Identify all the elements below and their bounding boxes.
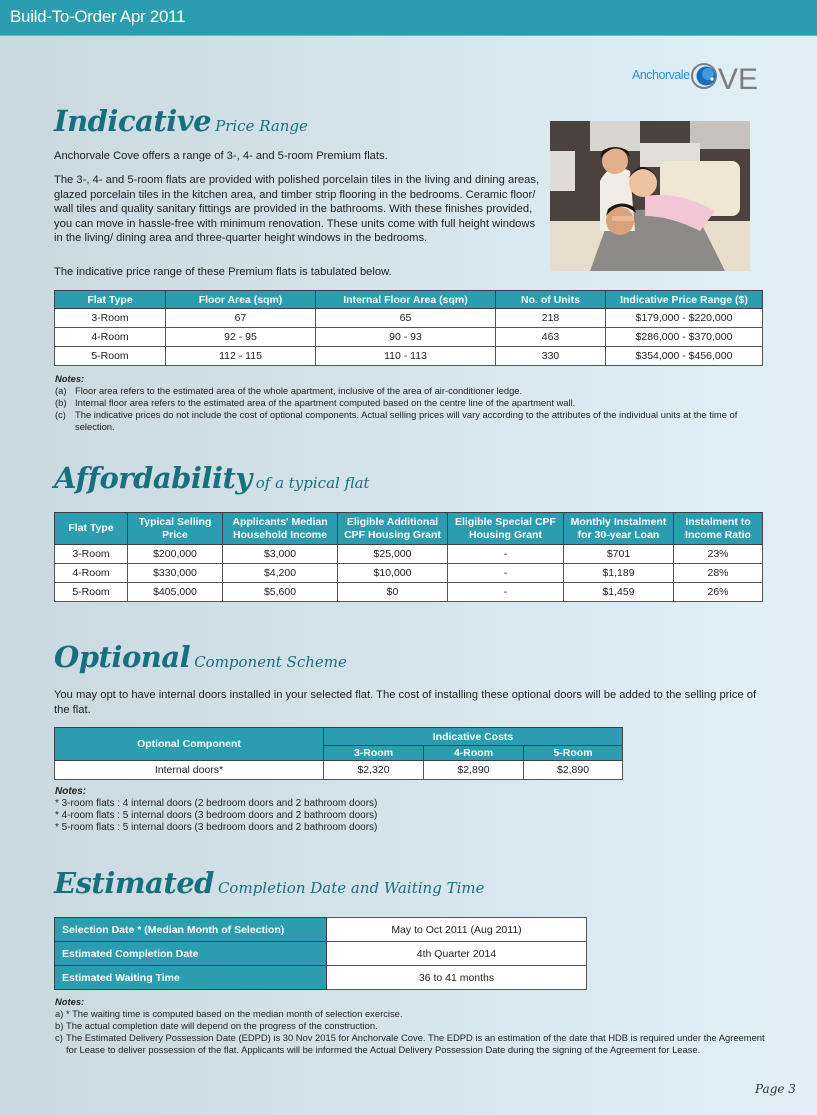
col-header: Applicants' Median Household Income [223,513,338,545]
note-label: c) [55,1032,63,1043]
optional-component-table [54,727,623,780]
family-photo [550,121,750,271]
cell: $1,459 [564,583,674,602]
cell: 4th Quarter 2014 [327,942,587,966]
finishes-paragraph: The 3-, 4- and 5-room flats are provided with polished porcelain tiles in the living and dining areas, glazed porcelain tiles in the kitchen area, and timber strip flooring in the bedrooms. Ceramic floor/ wall tiles and quality sanitary fittings are provided in the bathrooms. With these finishes provided, you can move in hassle-free with minimum renovation. These units come with full height windows in the living/ dining area and three-quarter height windows in the bedrooms. [54,174,540,245]
row-header: Estimated Waiting Time [55,966,327,990]
note-label: b) [55,1020,64,1031]
cell: 3-Room [55,545,128,564]
section-title-optional-component [54,640,347,674]
logo-text-anchorvale: Anchorvale [632,68,690,82]
cell: - [448,564,564,583]
note-item [55,409,767,433]
cell: $2,320 [324,761,424,780]
cell: 463 [496,328,606,347]
table-row [55,918,587,942]
cell: 90 - 93 [316,328,496,347]
note-item [55,1008,767,1020]
col-header: 3-Room [324,746,424,761]
note-item [55,1032,767,1056]
cell: - [448,583,564,602]
section-title-small: Component Scheme [194,653,347,671]
family-photo-illustration [550,121,750,271]
cell: 5-Room [55,583,128,602]
table-row [55,347,763,366]
intro-paragraph: Anchorvale Cove offers a range of 3-, 4- and 5-room Premium flats. [54,150,388,162]
col-header: Eligible Special CPF Housing Grant [448,513,564,545]
optional-component-notes [55,786,655,834]
col-header-costs: Indicative Costs [324,728,623,746]
col-header: Flat Type [55,291,166,309]
note-text: Internal floor area refers to the estimated area of the apartment computed based on the centre line of the apartment wall. [75,397,576,408]
document-title: Build-To-Order Apr 2011 [10,7,186,26]
col-header: Floor Area (sqm) [166,291,316,309]
cell: $3,000 [223,545,338,564]
cell: $179,000 - $220,000 [606,309,763,328]
cell: 65 [316,309,496,328]
cell: 67 [166,309,316,328]
cell: 330 [496,347,606,366]
cell: $25,000 [338,545,448,564]
note-label: a) [55,1008,64,1019]
section-title-affordability [54,461,370,495]
col-header: No. of Units [496,291,606,309]
table-row [55,309,763,328]
table-row [55,583,763,602]
note-text: The Estimated Delivery Possession Date (EDPD) is 30 Nov 2015 for Anchorvale Cove. The EDPD is an estimation of the date that HDB is required under the Agreement for Lease to deliver possession of the flat. Applicants will be informed the Actual Delivery Possession Date during the signing of the Agreement for Lease. [66,1032,765,1055]
col-header: Indicative Price Range ($) [606,291,763,309]
note-label: (b) [55,397,67,408]
note-item: * 3-room flats : 4 internal doors (2 bedroom doors and 2 bathroom doors) [55,798,378,809]
affordability-table [54,512,763,602]
section-title-small: of a typical flat [255,474,370,492]
cell: $405,000 [128,583,223,602]
section-title-small: Completion Date and Waiting Time [217,879,485,897]
col-header: Instalment to Income Ratio [674,513,763,545]
cell: 110 - 113 [316,347,496,366]
cell: $286,000 - $370,000 [606,328,763,347]
cell: May to Oct 2011 (Aug 2011) [327,918,587,942]
note-text: * The waiting time is computed based on the median month of selection exercise. [66,1008,403,1019]
cell: 36 to 41 months [327,966,587,990]
col-header: Monthly Instalment for 30-year Loan [564,513,674,545]
cell: 26% [674,583,763,602]
cell: 218 [496,309,606,328]
table-header-row [55,728,623,746]
col-header: Flat Type [55,513,128,545]
section-title-big: Indicative [54,104,212,138]
cell: $1,189 [564,564,674,583]
cell: 112 - 115 [166,347,316,366]
table-header-row [55,291,763,309]
completion-notes [55,996,767,1056]
section-title-big: Optional [54,640,191,674]
notes-heading: Notes: [55,373,85,384]
header-bar [0,0,817,36]
logo-text-ve: VE [718,63,759,96]
cell: Internal doors* [55,761,324,780]
table-row [55,761,623,780]
table-row [55,942,587,966]
notes-heading: Notes: [55,786,87,797]
table-row [55,545,763,564]
table-row [55,564,763,583]
section-title-big: Estimated [54,866,214,900]
cove-logo-mark-icon [691,57,771,97]
note-text: Floor area refers to the estimated area of the whole apartment, inclusive of the area of air-conditioner ledge. [75,385,523,396]
col-header: Typical Selling Price [128,513,223,545]
note-text: The actual completion date will depend on the progress of the construction. [66,1020,378,1031]
note-item: * 4-room flats : 5 internal doors (3 bedroom doors and 2 bathroom doors) [55,810,378,821]
cell: $0 [338,583,448,602]
table-row [55,966,587,990]
cell: 28% [674,564,763,583]
cell: $330,000 [128,564,223,583]
note-item [55,1020,767,1032]
cell: $5,600 [223,583,338,602]
cell: 4-Room [55,328,166,347]
note-item [55,385,767,397]
col-header-component: Optional Component [55,728,324,761]
optional-component-paragraph: You may opt to have internal doors installed in your selected flat. The cost of installing these optional doors will be added to the selling price of the flat. [54,689,757,716]
page-number: Page 3 [755,1082,796,1096]
note-item [55,397,767,409]
cell: $701 [564,545,674,564]
notes-heading: Notes: [55,996,85,1007]
note-label: (a) [55,385,67,396]
section-title-big: Affordability [54,461,252,495]
col-header: Eligible Additional CPF Housing Grant [338,513,448,545]
cell: $4,200 [223,564,338,583]
cell: 3-Room [55,309,166,328]
table-row [55,328,763,347]
price-range-table [54,290,763,366]
col-header: Internal Floor Area (sqm) [316,291,496,309]
note-text: The indicative prices do not include the cost of optional components. Actual selling prices will vary according to the attributes of the individual units at the time of selection. [75,409,738,432]
price-range-notes [55,373,767,433]
cell: 5-Room [55,347,166,366]
note-item: * 5-room flats : 5 internal doors (3 bedroom doors and 2 bathroom doors) [55,822,378,833]
section-title-estimated-completion [54,866,484,900]
cell: $2,890 [424,761,524,780]
cell: $354,000 - $456,000 [606,347,763,366]
cell: $200,000 [128,545,223,564]
completion-table [54,917,587,990]
table-header-row [55,513,763,545]
note-label: (c) [55,409,66,420]
section-title-indicative-price-range [54,104,308,138]
cell: $2,890 [524,761,623,780]
col-header: 4-Room [424,746,524,761]
row-header: Selection Date * (Median Month of Selection) [55,918,327,942]
cell: 4-Room [55,564,128,583]
col-header: 5-Room [524,746,623,761]
cell: 92 - 95 [166,328,316,347]
section-title-small: Price Range [215,117,308,135]
anchorvale-cove-logo [632,57,772,97]
row-header: Estimated Completion Date [55,942,327,966]
cell: - [448,545,564,564]
cell: $10,000 [338,564,448,583]
cell: 23% [674,545,763,564]
table-intro-paragraph: The indicative price range of these Premium flats is tabulated below. [54,266,392,278]
